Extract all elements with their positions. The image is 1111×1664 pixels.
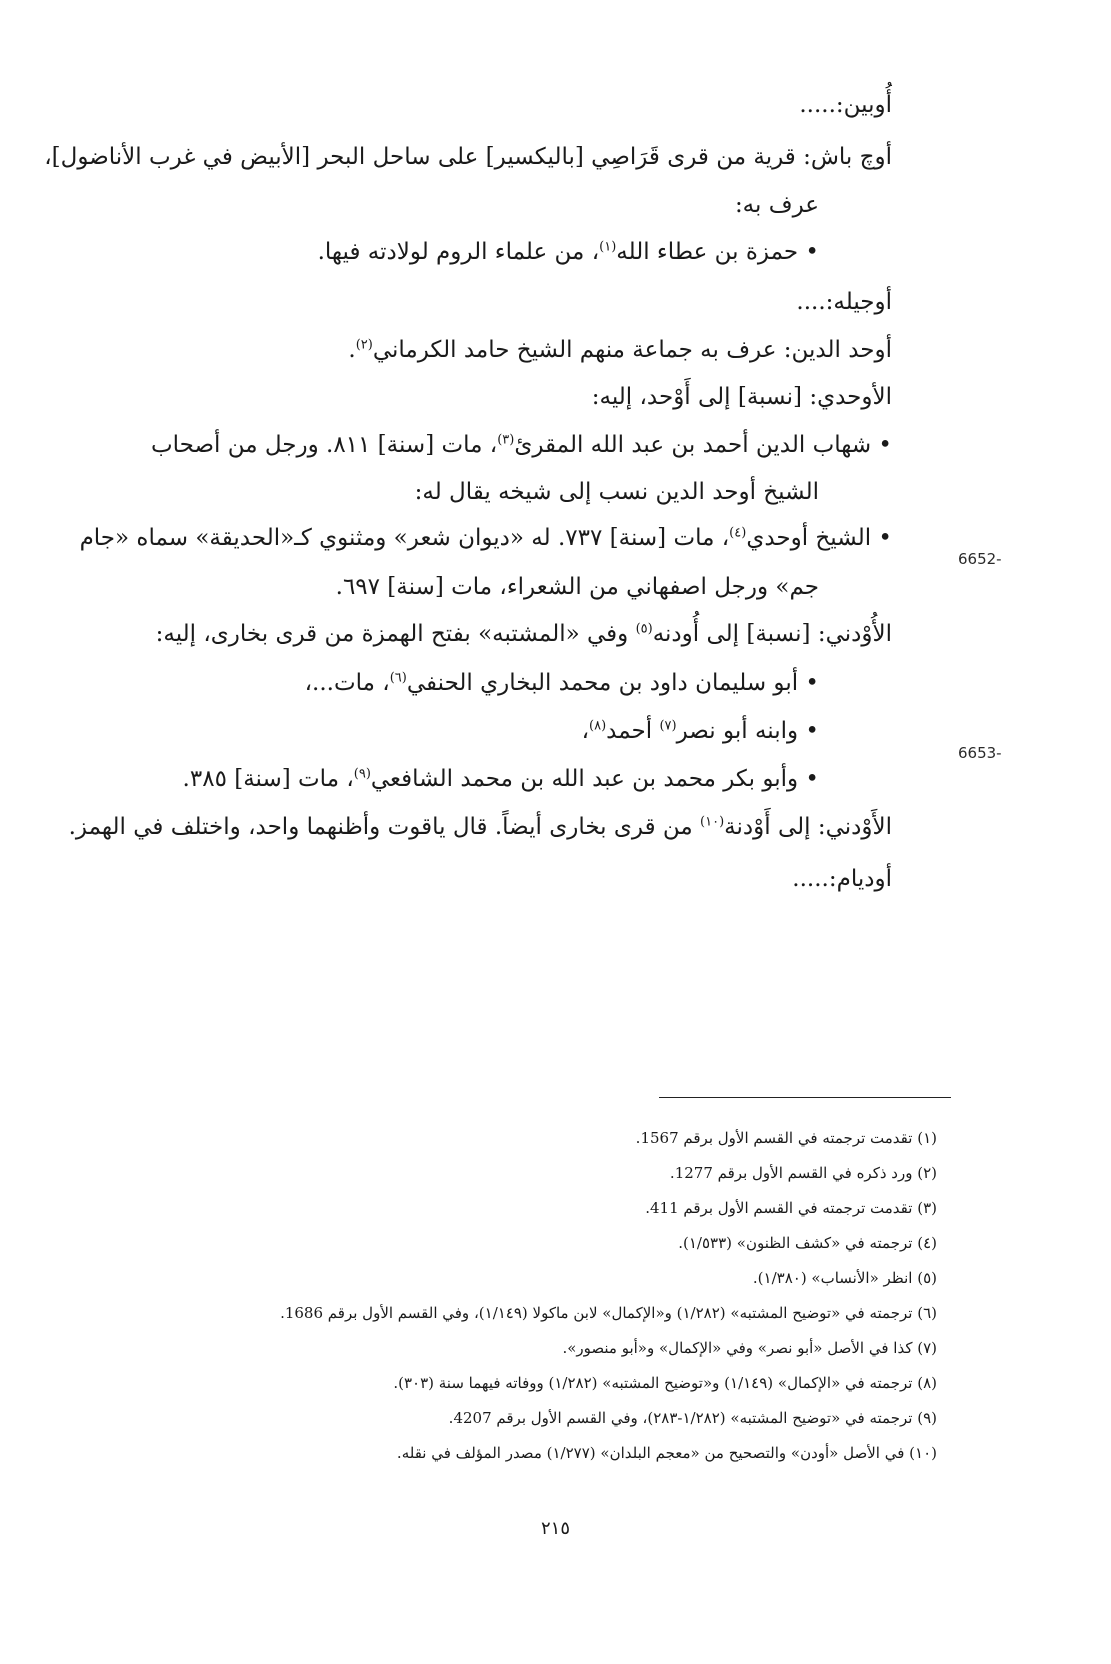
entry-line — [69, 810, 892, 844]
footnote: (٩) ترجمته في «توضيح المشتبه» (١/٢٨٢-٢٨٣)، وفي القسم الأول برقم 4207. — [448, 1409, 937, 1427]
footnote-ref: (٤) — [729, 525, 747, 541]
entry-line — [415, 475, 819, 509]
entry-text: جم» ورجل اصفهاني من الشعراء، مات [سنة] ٦٩٧. — [335, 574, 819, 600]
entry-text: الأَوْدني: إلى أَوْدنة — [724, 814, 892, 840]
page-number: ٢١٥ — [540, 1518, 570, 1539]
entry-line — [318, 235, 819, 269]
entry-line — [44, 140, 892, 174]
entry-line — [80, 521, 892, 555]
entry-text: الأُوْدني: [نسبة] إلى أُودنه — [652, 621, 892, 647]
entry-line — [348, 333, 892, 367]
footnote: (٤) ترجمته في «كشف الظنون» (١/٥٣٣). — [678, 1234, 937, 1252]
entry-line — [336, 570, 819, 604]
entry-text: أوحد الدين: عرف به جماعة منهم الشيخ حامد الكرماني — [372, 337, 892, 363]
footnote: (٣) تقدمت ترجمته في القسم الأول برقم 411. — [645, 1199, 937, 1217]
entry-line — [305, 666, 819, 700]
entry-text: ، مات [سنة] ٧٣٧. له «ديوان شعر» ومثنوي كـ«الحديقة» سماه «جام — [79, 525, 730, 551]
entry-text: ، مات [سنة] ٣٨٥. — [182, 766, 354, 792]
footnote-ref: (٩) — [353, 766, 371, 782]
footnote: (٢) ورد ذكره في القسم الأول برقم 1277. — [669, 1164, 937, 1182]
entry-text: أوچ باش: قرية من قرى قَرَاصِي [باليكسير] على ساحل البحر [الأبيض في غرب الأناضول]، — [44, 144, 892, 170]
entry-text: أوجيله:.... — [796, 289, 892, 315]
footnote: (٧) كذا في الأصل «أبو نصر» وفي «الإكمال» و«أبو منصور». — [562, 1339, 937, 1357]
entry-text: الشيخ أوحد الدين نسب إلى شيخه يقال له: — [414, 479, 819, 505]
entry-text: أوديام:..... — [792, 866, 892, 892]
entry-text: • وابنه أبو نصر — [676, 718, 819, 744]
footnote: (٥) انظر «الأنساب» (١/٣٨٠). — [752, 1269, 937, 1287]
entry-text: وفي «المشتبه» بفتح الهمزة من قرى بخارى، إليه: — [155, 621, 636, 647]
entry-text: الأوحدي: [نسبة] إلى أَوْحد، إليه: — [591, 384, 892, 410]
footnote-ref: (٥) — [635, 621, 653, 637]
footnote-ref: (٣) — [497, 432, 515, 448]
entry-line — [792, 862, 892, 896]
margin-marker: 6653- — [958, 744, 1002, 762]
entry-text: عرف به: — [734, 192, 819, 218]
footnote-ref: (٦) — [389, 670, 407, 686]
entry-text: ، من علماء الروم لولادته فيها. — [317, 239, 600, 265]
entry-text: ، — [581, 718, 590, 744]
entry-text: • حمزة بن عطاء الله — [616, 239, 819, 265]
footnote: (٦) ترجمته في «توضيح المشتبه» (١/٢٨٢) و«الإكمال» لابن ماكولا (١/١٤٩)، وفي القسم الأول برقم 1686. — [280, 1304, 937, 1322]
entry-line — [183, 762, 819, 796]
entry-line — [799, 88, 892, 122]
entry-text: • شهاب الدين أحمد بن عبد الله المقرئ — [514, 432, 892, 458]
entry-text: . — [348, 337, 356, 363]
entry-line — [582, 714, 819, 748]
footnote-ref: (١٠) — [700, 814, 725, 830]
footnote: (٨) ترجمته في «الإكمال» (١/١٤٩) و«توضيح المشتبه» (١/٢٨٢) ووفاته فيهما سنة (٣٠٣). — [393, 1374, 937, 1392]
margin-marker: 6652- — [958, 550, 1002, 568]
entry-line — [592, 380, 892, 414]
entry-text: • وأبو بكر محمد بن عبد الله بن محمد الشافعي — [370, 766, 819, 792]
footnote: (١٠) في الأصل «أودن» والتصحيح من «معجم البلدان» (١/٢٧٧) مصدر المؤلف في نقله. — [396, 1444, 937, 1462]
footnote-ref: (٧) — [659, 718, 677, 734]
footnote-separator — [659, 1097, 951, 1098]
footnote: (١) تقدمت ترجمته في القسم الأول برقم 1567. — [635, 1129, 937, 1147]
entry-text: أحمد — [606, 718, 660, 744]
footnote-ref: (٨) — [589, 718, 607, 734]
entry-text: أُوبين:..... — [799, 92, 892, 118]
footnote-ref: (٢) — [355, 337, 373, 353]
entry-line — [151, 428, 892, 462]
entry-line — [796, 285, 892, 319]
entry-line — [735, 188, 819, 222]
entry-text: ، مات...، — [304, 670, 390, 696]
footnote-ref: (١) — [599, 239, 617, 255]
entry-text: ، مات [سنة] ٨١١. ورجل من أصحاب — [150, 432, 498, 458]
entry-line — [156, 617, 892, 651]
entry-text: من قرى بخارى أيضاً. قال ياقوت وأظنهما واحد، واختلف في الهمز. — [68, 814, 701, 840]
entry-text: • الشيخ أوحدي — [746, 525, 892, 551]
entry-text: • أبو سليمان داود بن محمد البخاري الحنفي — [406, 670, 819, 696]
